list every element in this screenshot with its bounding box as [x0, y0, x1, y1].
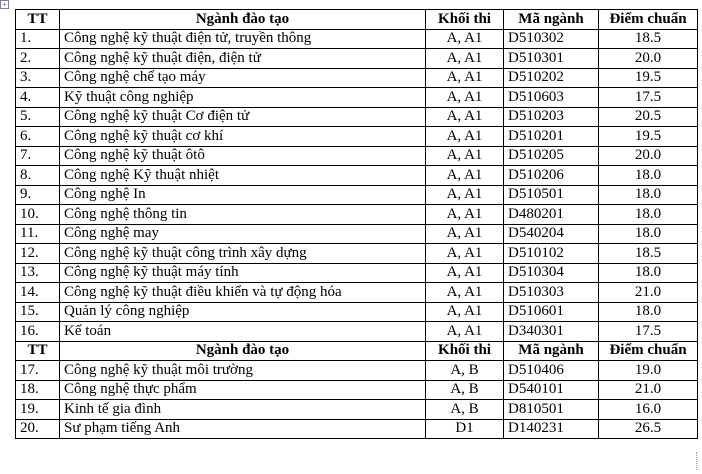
cell-num: 19. [16, 400, 60, 420]
table-row [16, 29, 698, 49]
cell-code: D510601 [504, 302, 599, 322]
admission-score-table [15, 9, 698, 439]
cell-code: D540101 [504, 380, 599, 400]
cell-name: Công nghệ kỹ thuật công trình xây dựng [60, 244, 426, 264]
cell-name: Công nghệ kỹ thuật máy tính [60, 263, 426, 283]
table-row [16, 322, 698, 342]
cell-score: 17.5 [599, 322, 698, 342]
table-row [16, 166, 698, 186]
header-name: Ngành đào tạo [60, 341, 426, 361]
table-row [16, 302, 698, 322]
header-code: Mã ngành [504, 341, 599, 361]
cell-code: D510206 [504, 166, 599, 186]
cell-name: Kỹ thuật công nghiệp [60, 88, 426, 108]
header-block: Khối thi [426, 10, 504, 30]
cell-code: D510201 [504, 127, 599, 147]
table-row [16, 146, 698, 166]
cell-num: 8. [16, 166, 60, 186]
table-row [16, 49, 698, 69]
table-row [16, 283, 698, 303]
cell-score: 16.0 [599, 400, 698, 420]
cell-num: 10. [16, 205, 60, 225]
cell-block: A, A1 [426, 302, 504, 322]
cell-code: D540204 [504, 224, 599, 244]
cell-block: A, A1 [426, 88, 504, 108]
header-block: Khối thi [426, 341, 504, 361]
cell-score: 21.0 [599, 380, 698, 400]
cell-num: 2. [16, 49, 60, 69]
table-row [16, 380, 698, 400]
cell-score: 18.0 [599, 302, 698, 322]
cell-code: D140231 [504, 419, 599, 439]
cell-name: Công nghệ kỹ thuật môi trường [60, 361, 426, 381]
cell-num: 5. [16, 107, 60, 127]
table-row [16, 244, 698, 264]
cell-code: D510302 [504, 29, 599, 49]
cell-num: 20. [16, 419, 60, 439]
cell-name: Công nghệ Kỹ thuật nhiệt [60, 166, 426, 186]
table-row [16, 68, 698, 88]
cell-name: Công nghệ kỹ thuật cơ khí [60, 127, 426, 147]
cell-block: A, A1 [426, 185, 504, 205]
cell-name: Công nghệ thực phẩm [60, 380, 426, 400]
cell-code: D480201 [504, 205, 599, 225]
cell-name: Công nghệ kỹ thuật điện tử, truyền thông [60, 29, 426, 49]
cell-num: 11. [16, 224, 60, 244]
cell-score: 18.0 [599, 205, 698, 225]
header-code: Mã ngành [504, 10, 599, 30]
cell-block: D1 [426, 419, 504, 439]
cell-num: 12. [16, 244, 60, 264]
cell-name: Công nghệ kỹ thuật ôtô [60, 146, 426, 166]
cell-num: 6. [16, 127, 60, 147]
cell-block: A, B [426, 361, 504, 381]
table-row [16, 127, 698, 147]
cell-block: A, A1 [426, 166, 504, 186]
cell-score: 19.5 [599, 68, 698, 88]
cell-block: A, B [426, 380, 504, 400]
cell-code: D510303 [504, 283, 599, 303]
cell-name: Quản lý công nghiệp [60, 302, 426, 322]
cell-name: Công nghệ In [60, 185, 426, 205]
cell-block: A, A1 [426, 49, 504, 69]
cell-name: Công nghệ kỹ thuật điều khiển và tự động hóa [60, 283, 426, 303]
cell-score: 20.0 [599, 49, 698, 69]
cell-score: 18.5 [599, 29, 698, 49]
header-num: TT [16, 10, 60, 30]
table-row [16, 361, 698, 381]
cell-score: 18.5 [599, 244, 698, 264]
cell-block: A, A1 [426, 29, 504, 49]
cell-code: D810501 [504, 400, 599, 420]
cell-block: A, A1 [426, 283, 504, 303]
cell-block: A, A1 [426, 244, 504, 264]
cell-block: A, A1 [426, 127, 504, 147]
table-row [16, 205, 698, 225]
cell-score: 21.0 [599, 283, 698, 303]
cell-name: Công nghệ may [60, 224, 426, 244]
cell-name: Công nghệ kỹ thuật điện, điện tử [60, 49, 426, 69]
cell-num: 16. [16, 322, 60, 342]
cell-code: D340301 [504, 322, 599, 342]
cell-block: A, A1 [426, 224, 504, 244]
table-row [16, 88, 698, 108]
cell-num: 4. [16, 88, 60, 108]
table-row [16, 107, 698, 127]
table-row [16, 185, 698, 205]
cell-num: 9. [16, 185, 60, 205]
cell-num: 14. [16, 283, 60, 303]
cell-score: 19.5 [599, 127, 698, 147]
cell-name: Sư phạm tiếng Anh [60, 419, 426, 439]
cell-code: D510304 [504, 263, 599, 283]
cell-code: D510501 [504, 185, 599, 205]
header-score: Điểm chuẩn [599, 341, 698, 361]
cell-name: Kinh tế gia đình [60, 400, 426, 420]
cell-score: 19.0 [599, 361, 698, 381]
cell-block: A, A1 [426, 146, 504, 166]
header-row-2 [16, 341, 698, 361]
table-row [16, 400, 698, 420]
cell-code: D510202 [504, 68, 599, 88]
cell-score: 20.0 [599, 146, 698, 166]
cell-score: 18.0 [599, 166, 698, 186]
table-row [16, 419, 698, 439]
header-score: Điểm chuẩn [599, 10, 698, 30]
table-row [16, 263, 698, 283]
cell-score: 18.0 [599, 263, 698, 283]
cell-num: 3. [16, 68, 60, 88]
header-name: Ngành đào tạo [60, 10, 426, 30]
cell-name: Kế toán [60, 322, 426, 342]
cell-score: 18.0 [599, 224, 698, 244]
cell-block: A, A1 [426, 322, 504, 342]
cell-code: D510102 [504, 244, 599, 264]
cell-code: D510603 [504, 88, 599, 108]
cell-block: A, A1 [426, 107, 504, 127]
cell-name: Công nghệ chế tạo máy [60, 68, 426, 88]
cell-score: 18.0 [599, 185, 698, 205]
cell-code: D510203 [504, 107, 599, 127]
cell-num: 13. [16, 263, 60, 283]
table-row [16, 224, 698, 244]
cell-block: A, A1 [426, 205, 504, 225]
header-num: TT [16, 341, 60, 361]
cell-score: 26.5 [599, 419, 698, 439]
cell-block: A, A1 [426, 68, 504, 88]
cell-num: 15. [16, 302, 60, 322]
cell-num: 18. [16, 380, 60, 400]
cell-block: A, B [426, 400, 504, 420]
cell-code: D510406 [504, 361, 599, 381]
cell-num: 17. [16, 361, 60, 381]
cell-score: 17.5 [599, 88, 698, 108]
cell-end-marker [696, 452, 699, 470]
cell-num: 1. [16, 29, 60, 49]
cell-code: D510301 [504, 49, 599, 69]
cell-code: D510205 [504, 146, 599, 166]
cell-name: Công nghệ kỹ thuật Cơ điện tử [60, 107, 426, 127]
header-row [16, 10, 698, 30]
table-move-handle-icon[interactable]: + [0, 0, 9, 9]
cell-score: 20.5 [599, 107, 698, 127]
cell-num: 7. [16, 146, 60, 166]
table-body [16, 10, 698, 439]
cell-block: A, A1 [426, 263, 504, 283]
cell-name: Công nghệ thông tin [60, 205, 426, 225]
